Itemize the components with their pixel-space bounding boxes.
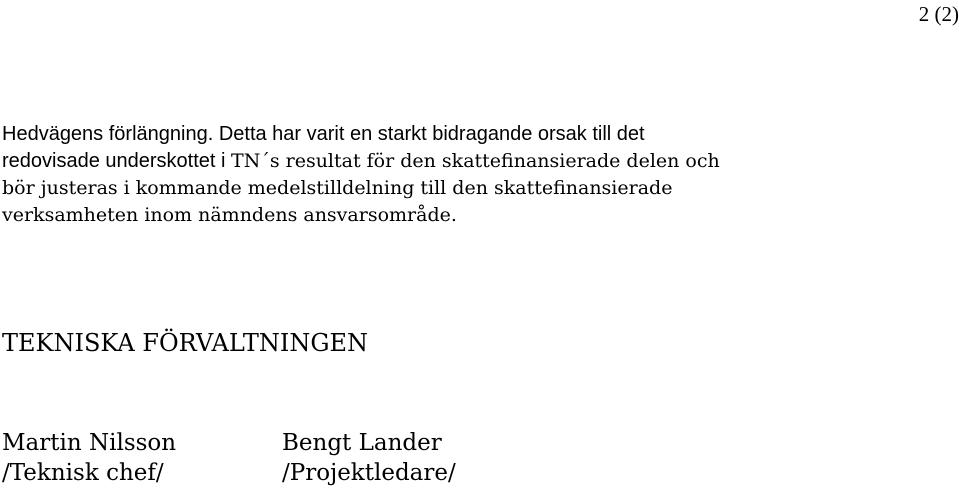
- signatory-2-name: Bengt Lander: [282, 430, 442, 456]
- paragraph-line-2-text-b: TN´s resultat för den skattefinansierade delen och: [231, 150, 720, 172]
- page-number: 2 (2): [918, 2, 959, 26]
- paragraph-line-4-text: verksamheten inom nämndens ansvarsområde.: [2, 204, 457, 226]
- signatory-2-title: /Projektledare/: [282, 460, 456, 486]
- signatory-1-name: Martin Nilsson: [2, 430, 177, 456]
- signatory-2: [282, 428, 456, 488]
- paragraph-line-4: [2, 202, 957, 229]
- department-name: TEKNISKA FÖRVALTNINGEN: [2, 329, 369, 357]
- signatory-1: [2, 428, 176, 488]
- paragraph-line-3: [2, 175, 957, 202]
- paragraph-line-1: [2, 121, 957, 148]
- paragraph-line-3-text: bör justeras i kommande medelstilldelning till den skattefinansierade: [2, 177, 673, 199]
- signatory-1-title: /Teknisk chef/: [2, 460, 164, 486]
- paragraph-line-1-text: Hedvägens förlängning. Detta har varit en starkt bidragande orsak till det: [2, 123, 645, 145]
- paragraph-line-2-text-a: redovisade underskottet i: [2, 150, 232, 172]
- body-paragraph: [2, 121, 957, 229]
- paragraph-line-2: [2, 148, 957, 175]
